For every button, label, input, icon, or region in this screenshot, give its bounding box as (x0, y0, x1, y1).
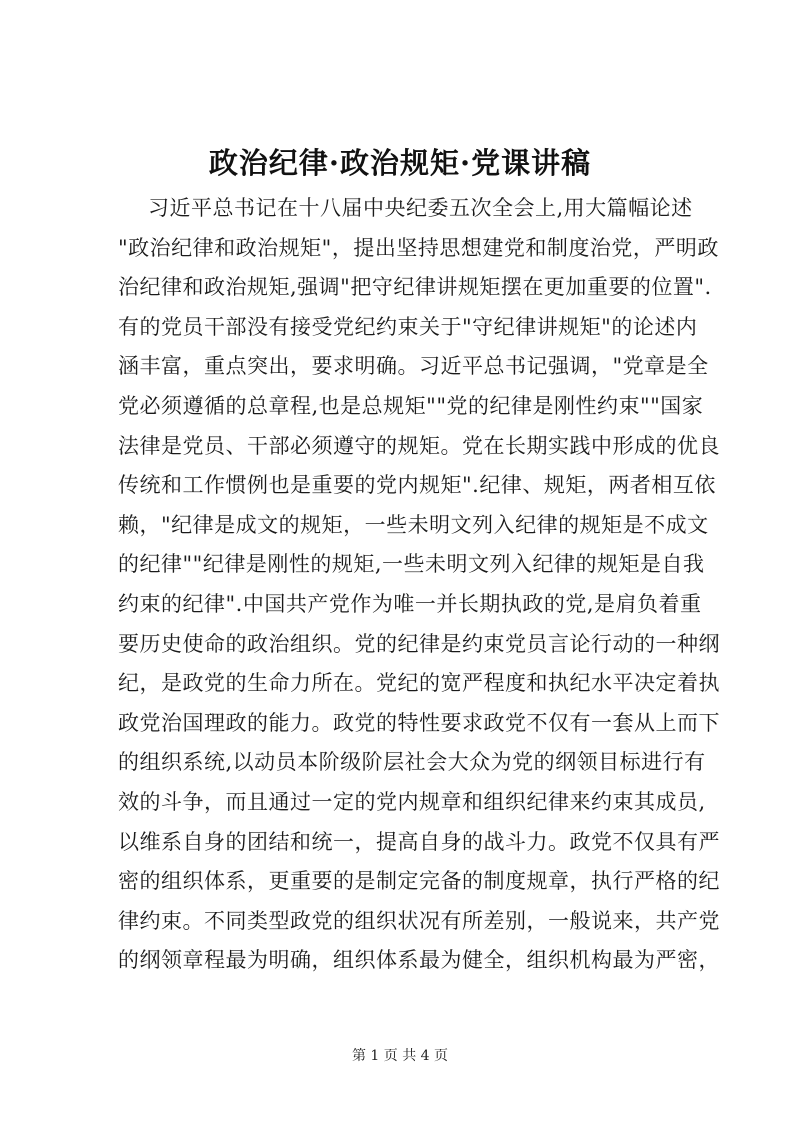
body-line: 的纪律""纪律是刚性的规矩,一些未明文列入纪律的规矩是自我 (118, 552, 705, 577)
body-line: 政党治国理政的能力。政党的特性要求政党不仅有一套从上而下 (118, 710, 720, 735)
body-line: 的组织系统,以动员本阶级阶层社会大众为党的纲领目标进行有 (118, 750, 706, 775)
body-line: 治纪律和政治规矩,强调"把守纪律讲规矩摆在更加重要的位置". (118, 275, 712, 300)
body-line: 约束的纪律".中国共产党作为唯一并长期执政的党,是肩负着重 (118, 591, 702, 616)
body-line: 纪，是政党的生命力所在。党纪的宽严程度和执纪水平决定着执 (118, 671, 720, 696)
body-line: 传统和工作惯例也是重要的党内规矩".纪律、规矩，两者相互依 (118, 473, 716, 498)
body-line: 涵丰富，重点突出，要求明确。习近平总书记强调，"党章是全 (118, 354, 709, 379)
body-line: 以维系自身的团结和统一，提高自身的战斗力。政党不仅具有严 (118, 829, 720, 854)
body-line: 效的斗争，而且通过一定的党内规章和组织纪律来约束其成员, (118, 789, 706, 814)
body-line: 赖，"纪律是成文的规矩，一些未明文列入纪律的规矩是不成文 (118, 512, 709, 537)
document-title: 政治纪律·政治规矩·党课讲稿 (208, 146, 592, 180)
body-line: 律约束。不同类型政党的组织状况有所差别，一般说来，共产党 (118, 908, 720, 933)
body-line: 的纲领章程最为明确，组织体系最为健全，组织机构最为严密， (118, 948, 720, 973)
page-number: 第 1 页 共 4 页 (351, 1048, 449, 1064)
body-line: 有的党员干部没有接受党纪约束关于"守纪律讲规矩"的论述内 (118, 314, 698, 339)
body-line: "政治纪律和政治规矩"，提出坚持思想建党和制度治党，严明政 (118, 235, 719, 260)
body-line: 党必须遵循的总章程,也是总规矩""党的纪律是刚性约束""国家 (118, 393, 704, 418)
body-line: 习近平总书记在十八届中央纪委五次全会上,用大篇幅论述 (148, 196, 693, 220)
body-line: 要历史使命的政治组织。党的纪律是约束党员言论行动的一种纲 (118, 631, 720, 656)
document-body (118, 189, 720, 981)
body-line: 法律是党员、干部必须遵守的规矩。党在长期实践中形成的优良 (118, 433, 720, 458)
body-line: 密的组织体系，更重要的是制定完备的制度规章，执行严格的纪 (118, 869, 720, 894)
